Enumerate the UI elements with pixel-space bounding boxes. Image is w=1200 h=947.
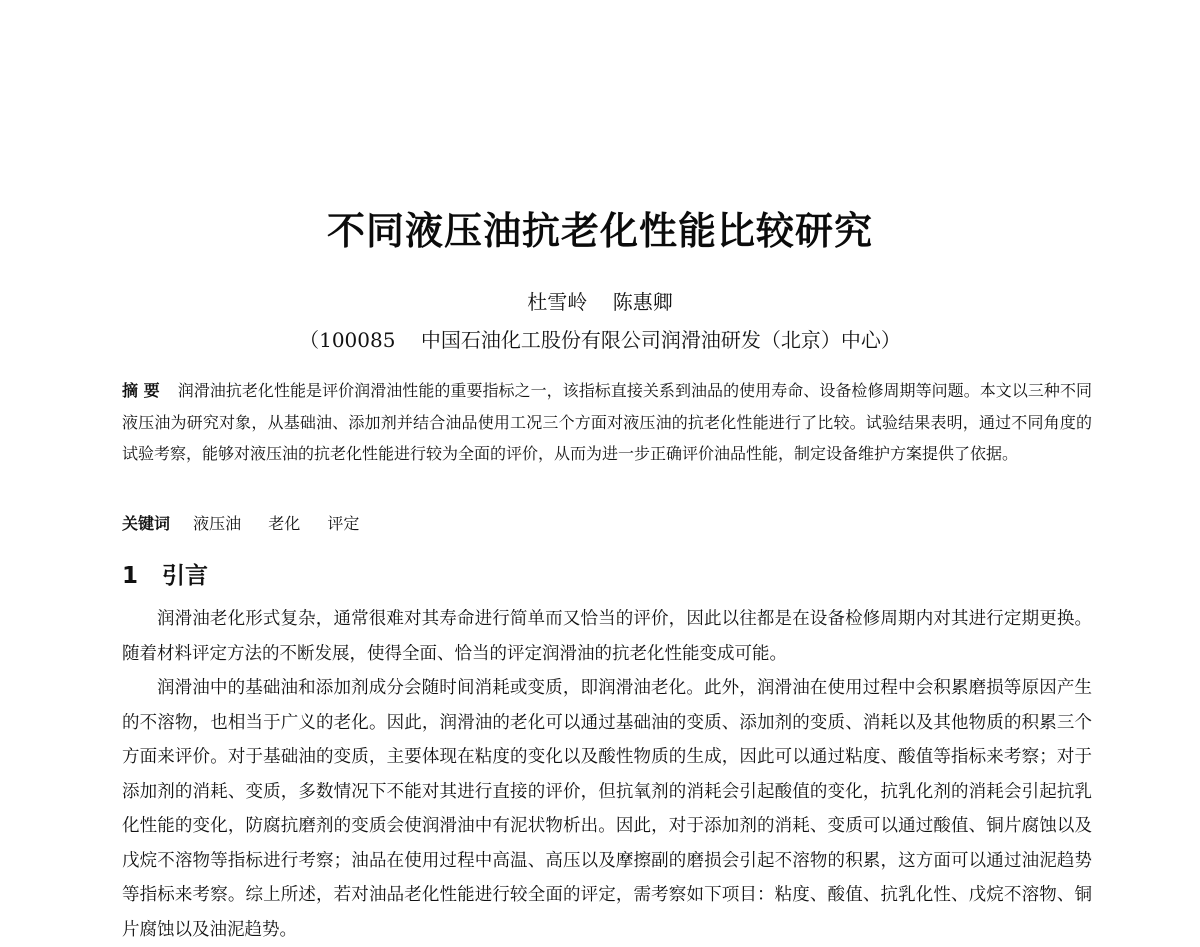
author-list: 杜雪岭 陈惠卿 (527, 290, 673, 314)
paper-title: 不同液压油抗老化性能比较研究 (326, 209, 873, 253)
body-text (122, 602, 1092, 947)
abstract-text: 润滑油抗老化性能是评价润滑油性能的重要指标之一，该指标直接关系到油品的使用寿命、设备检修周期等问题。本文以三种不同液压油为研究对象，从基础油、添加剂并结合油品使用工况三个方面对液压油的抗老化性能进行了比较。试验结果表明，通过不同角度的试验考察，能够对液压油的抗老化性能进行较为全面的评价，从而为进一步正确评价油品性能，制定设备维护方案提供了依据。 (122, 381, 1092, 463)
keyword: 老化 (268, 514, 301, 533)
keywords-label: 关键词 (122, 514, 171, 533)
affiliation: （100085 中国石油化工股份有限公司润滑油研发（北京）中心） (299, 328, 901, 352)
section-number: 1 (122, 563, 139, 589)
keyword: 液压油 (193, 514, 242, 533)
abstract-label: 摘 要 (122, 381, 160, 400)
keyword: 评定 (327, 514, 360, 533)
keywords (122, 512, 381, 536)
section-heading (122, 557, 208, 590)
abstract (122, 375, 1092, 470)
section-title: 引言 (162, 563, 209, 589)
paragraph: 润滑油中的基础油和添加剂成分会随时间消耗或变质，即润滑油老化。此外，润滑油在使用过程中会积累磨损等原因产生的不溶物，也相当于广义的老化。因此，润滑油的老化可以通过基础油的变质、添加剂的变质、消耗以及其他物质的积累三个方面来评价。对于基础油的变质，主要体现在粘度的变化以及酸性物质的生成，因此可以通过粘度、酸值等指标来考察；对于添加剂的消耗、变质，多数情况下不能对其进行直接的评价，但抗氧剂的消耗会引起酸值的变化，抗乳化剂的消耗会引起抗乳化性能的变化，防腐抗磨剂的变质会使润滑油中有泥状物析出。因此，对于添加剂的消耗、变质可以通过酸值、铜片腐蚀以及戊烷不溶物等指标进行考察；油品在使用过程中高温、高压以及摩擦副的磨损会引起不溶物的积累，这方面可以通过油泥趋势等指标来考察。综上所述，若对油品老化性能进行较全面的评定，需考察如下项目：粘度、酸值、抗乳化性、戊烷不溶物、铜片腐蚀以及油泥趋势。 (122, 678, 1092, 940)
paragraph: 润滑油老化形式复杂，通常很难对其寿命进行简单而又恰当的评价，因此以往都是在设备检修周期内对其进行定期更换。随着材料评定方法的不断发展，使得全面、恰当的评定润滑油的抗老化性能变成可能。 (122, 609, 1092, 664)
